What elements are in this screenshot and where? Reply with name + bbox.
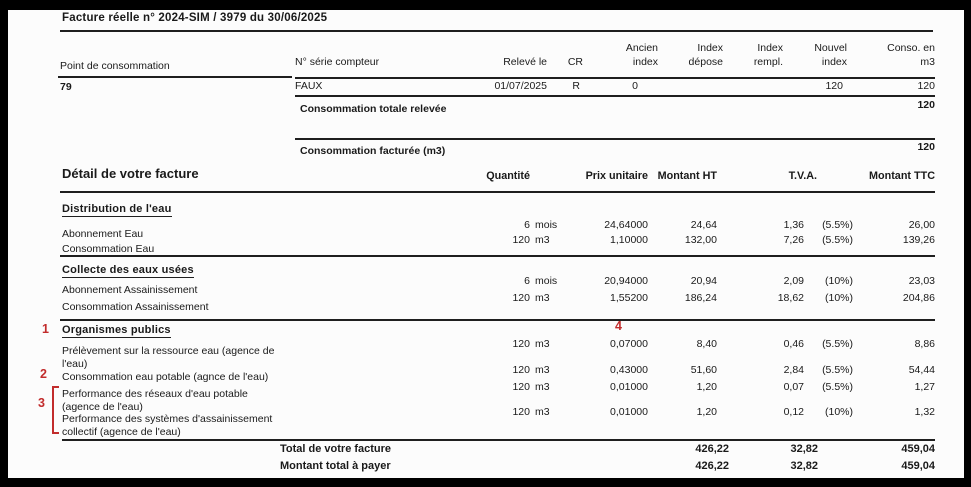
line-qty: 6 [524,275,530,287]
line-label: Performance des réseaux d'eau potable (agence de l'eau) [62,388,248,413]
header-amount-ttc: Montant TTC [869,170,935,182]
annotation-1: 1 [42,322,49,336]
line-amount-ht: 20,94 [690,275,717,287]
line-label: Abonnement Eau [62,228,144,240]
detail-header-divider [60,191,935,193]
line-unit-price: 20,94000 [604,275,648,287]
line-amount-ht: 1,20 [696,381,717,393]
line-amount-ttc: 1,32 [914,406,935,418]
total-facture-row [62,443,935,455]
line-label: Consommation Assainissement [62,301,209,313]
meter-header-repl-index: Index rempl. [753,42,783,68]
invoice-title: Facture réelle n° 2024-SIM / 3979 du 30/06/2025 [62,12,328,24]
meter-header-conso: Conso. en m3 [887,42,935,68]
meter-serial-value: FAUX [295,80,323,92]
total-amount-ht: 426,22 [695,460,729,472]
line-amount-ttc: 54,44 [908,364,935,376]
line-vat-amount: 2,84 [783,364,804,376]
billed-label: Consommation facturée (m3) [300,145,446,157]
line-amount-ht: 8,40 [696,338,717,350]
meter-header-old-index: Ancien index [625,42,658,68]
line-qty: 120 [512,292,530,304]
section-divider [60,255,935,257]
line-qty: 120 [512,364,530,376]
consumption-point-value: 79 [60,81,72,93]
total-read-value: 120 [917,99,935,111]
line-vat-rate: (10%) [824,406,853,418]
line-unit: m3 [535,406,550,418]
line-unit-price: 0,01000 [610,406,648,418]
consumption-point-label: Point de consommation [60,60,170,72]
meter-header-new-index: Nouvel index [814,42,847,68]
line-amount-ht: 24,64 [690,219,717,231]
line-qty: 120 [512,406,530,418]
total-amount-ttc: 459,04 [901,460,935,472]
line-consommation-assainissement [62,292,935,313]
section-organismes-publics: Organismes publics [62,324,171,336]
line-vat-amount: 18,62 [777,292,804,304]
line-unit: m3 [535,381,550,393]
title-divider [60,30,933,32]
billed-value: 120 [917,141,935,153]
line-unit-price: 0,01000 [610,381,648,393]
line-vat-amount: 0,46 [783,338,804,350]
line-unit: mois [535,275,558,287]
line-vat-rate: (10%) [824,292,853,304]
line-unit: m3 [535,234,550,246]
line-performance-systemes-assainissement [62,406,935,438]
line-vat-amount: 0,07 [783,381,804,393]
line-amount-ht: 186,24 [684,292,717,304]
meter-cr-value: R [572,80,580,92]
section-collecte-eaux-usees: Collecte des eaux usées [62,264,194,276]
section-divider [60,319,935,321]
line-unit: m3 [535,364,550,376]
total-read-label: Consommation totale relevée [300,103,447,115]
line-vat-rate: (5.5%) [822,338,853,350]
line-label: Performance des systèmes d'assainissement collectif (agence de l'eau) [62,413,273,438]
line-vat-amount: 2,09 [783,275,804,287]
line-amount-ttc: 139,26 [902,234,935,246]
total-label: Montant total à payer [280,460,391,472]
header-unit-price: Prix unitaire [585,170,648,182]
line-unit-price: 0,07000 [610,338,648,350]
meter-old-index-value: 0 [632,80,638,92]
section-distribution-eau: Distribution de l'eau [62,203,172,215]
total-amount-ht: 426,22 [695,443,729,455]
line-vat-rate: (5.5%) [822,219,853,231]
meter-removed-index-value [658,80,723,92]
detail-table-header [62,170,935,182]
meter-header-read-date: Relevé le [503,55,547,68]
total-vat: 32,82 [790,443,818,455]
line-qty: 120 [512,381,530,393]
line-unit-price: 0,43000 [610,364,648,376]
meter-read-date-value: 01/07/2025 [494,80,547,92]
line-amount-ttc: 26,00 [908,219,935,231]
total-label: Total de votre facture [280,443,392,455]
line-amount-ht: 132,00 [684,234,717,246]
line-vat-amount: 7,26 [783,234,804,246]
meter-header-serial: N° série compteur [295,55,380,68]
line-amount-ttc: 1,27 [914,381,935,393]
meter-header-cr: CR [567,55,583,68]
line-label: Consommation eau potable (agnce de l'eau) [62,371,269,383]
header-vat: T.V.A. [788,170,817,182]
annotation-4: 4 [615,319,622,333]
meter-repl-index-value [723,80,783,92]
line-qty: 120 [512,338,530,350]
billed-divider [295,138,935,140]
line-vat-amount: 0,12 [783,406,804,418]
meter-header-divider [295,77,935,79]
line-label: Consommation Eau [62,243,155,255]
line-vat-rate: (10%) [824,275,853,287]
line-label: Prélèvement sur la ressource eau (agence de l'eau) [62,345,275,370]
detail-title: Détail de votre facture [62,166,199,181]
header-amount-ht: Montant HT [657,170,717,182]
header-qty: Quantité [486,170,530,182]
total-vat: 32,82 [790,460,818,472]
line-unit: m3 [535,338,550,350]
line-vat-rate: (5.5%) [822,364,853,376]
line-amount-ttc: 204,86 [902,292,935,304]
meter-new-index-value: 120 [825,80,843,92]
meter-row-divider [295,95,935,97]
line-amount-ttc: 23,03 [908,275,935,287]
line-consommation-eau [62,234,935,255]
line-abonnement-assainissement [62,275,935,296]
line-vat-amount: 1,36 [783,219,804,231]
line-amount-ht: 51,60 [690,364,717,376]
annotation-3-bracket [52,386,59,434]
line-vat-rate: (5.5%) [822,234,853,246]
line-amount-ttc: 8,86 [914,338,935,350]
annotation-3: 3 [38,396,45,410]
line-amount-ht: 1,20 [696,406,717,418]
line-unit-price: 1,55200 [610,292,648,304]
totals-divider [62,439,935,441]
meter-table-row [295,80,935,92]
line-qty: 6 [524,219,530,231]
line-label: Abonnement Assainissement [62,284,198,296]
line-unit: m3 [535,292,550,304]
line-unit: mois [535,219,558,231]
consumption-point-divider [58,76,292,78]
meter-conso-value: 120 [917,80,935,92]
line-unit-price: 24,64000 [604,219,648,231]
line-qty: 120 [512,234,530,246]
line-unit-price: 1,10000 [610,234,648,246]
meter-table-header [295,42,935,69]
line-vat-rate: (5.5%) [822,381,853,393]
annotation-2: 2 [40,367,47,381]
meter-header-removed-index: Index dépose [688,42,723,68]
line-consommation-eau-potable [62,364,935,383]
total-a-payer-row [62,460,935,472]
total-amount-ttc: 459,04 [901,443,935,455]
